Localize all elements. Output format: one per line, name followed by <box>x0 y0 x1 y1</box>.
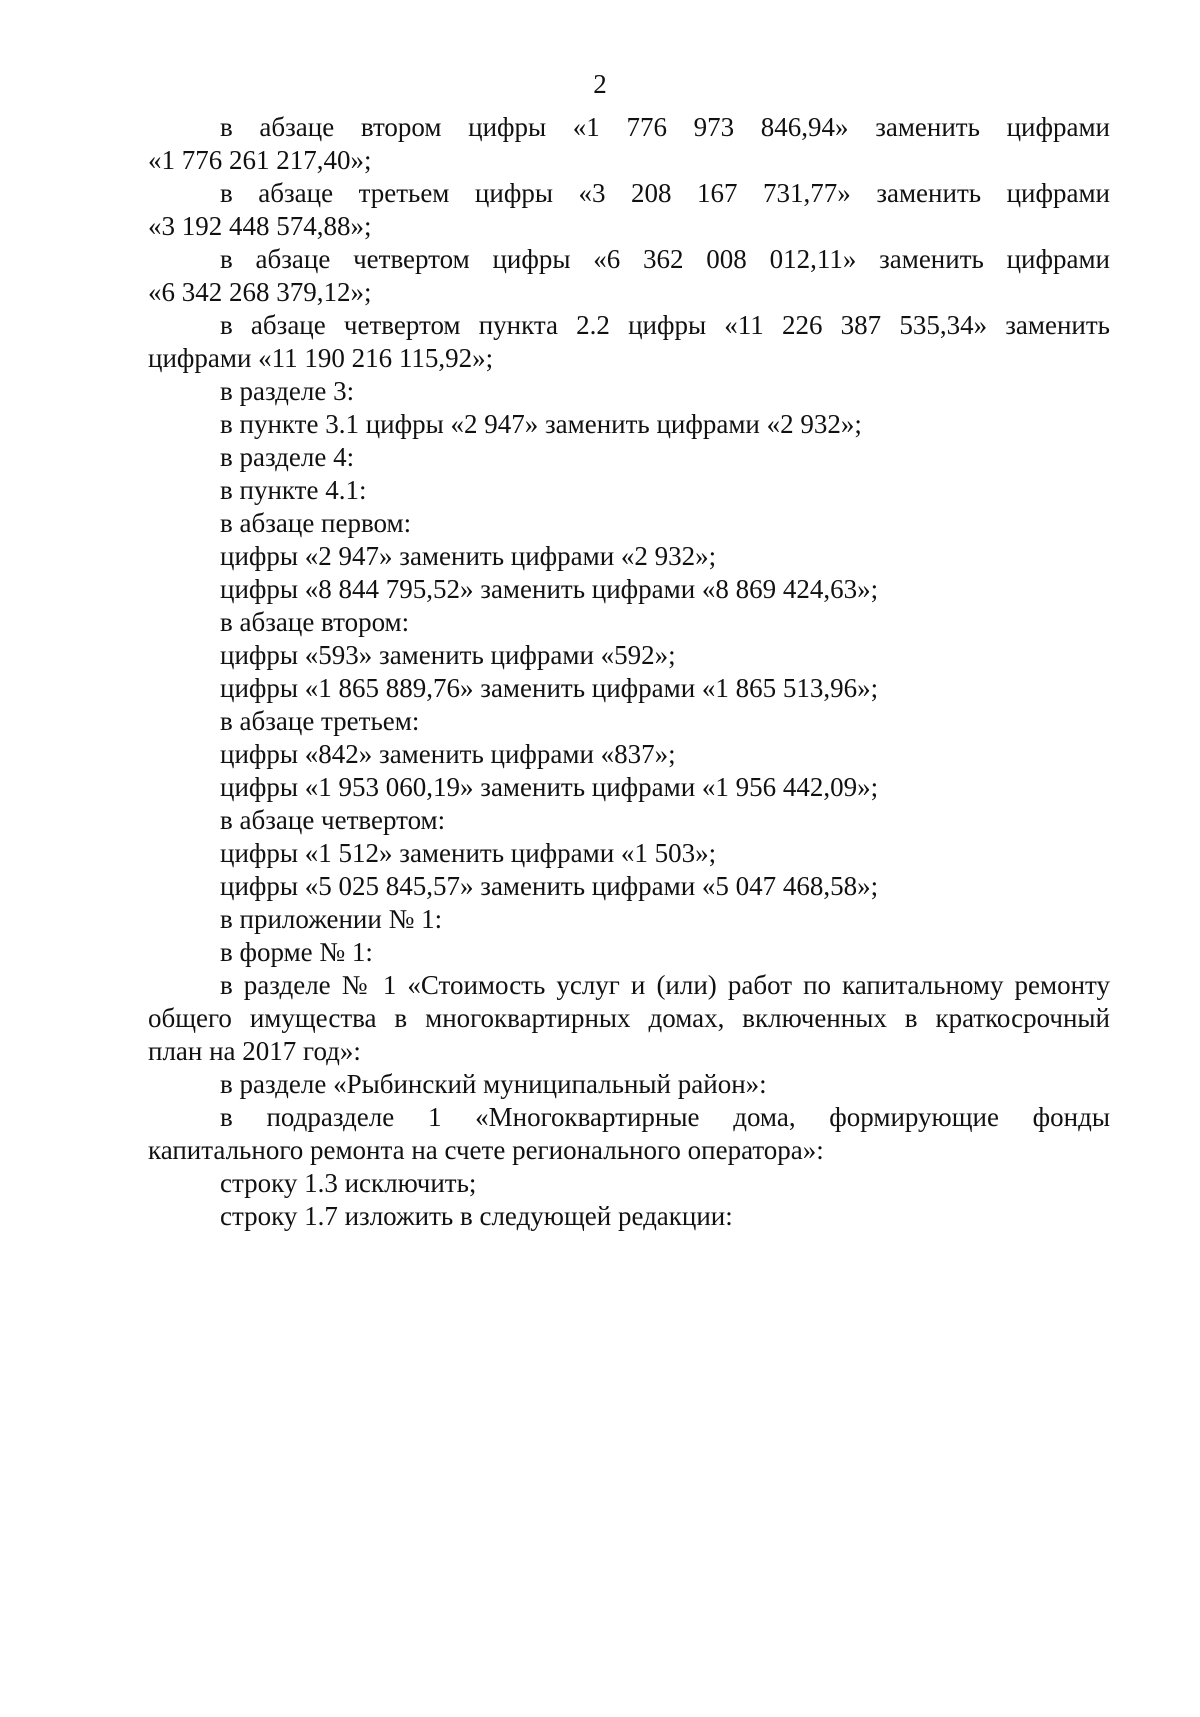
paragraph <box>148 243 1110 309</box>
text-line: в пункте 4.1: <box>220 475 367 505</box>
paragraph <box>148 540 1110 573</box>
text-line: в разделе «Рыбинский муниципальный район»: <box>220 1069 767 1099</box>
paragraph <box>148 1167 1110 1200</box>
paragraph <box>148 1101 1110 1167</box>
paragraph <box>148 309 1110 375</box>
text-line: цифрами «11 190 216 115,92»; <box>148 343 494 373</box>
text-line: цифры «1 512» заменить цифрами «1 503»; <box>220 838 717 868</box>
paragraph <box>148 507 1110 540</box>
paragraph <box>148 474 1110 507</box>
paragraph <box>148 606 1110 639</box>
paragraph <box>148 672 1110 705</box>
text-line: «6 342 268 379,12»; <box>148 277 372 307</box>
text-line: в форме № 1: <box>220 937 373 967</box>
paragraph <box>148 408 1110 441</box>
text-line: общего имущества в многоквартирных домах, включенных в краткосрочный <box>148 1003 1110 1033</box>
paragraph <box>148 870 1110 903</box>
document-body <box>148 111 1110 1233</box>
text-line: капитального ремонта на счете регионального оператора»: <box>148 1135 824 1165</box>
text-line: в приложении № 1: <box>220 904 443 934</box>
text-line: строку 1.7 изложить в следующей редакции: <box>220 1201 733 1231</box>
paragraph <box>148 771 1110 804</box>
text-line: в абзаце четвертом: <box>220 805 446 835</box>
text-line: цифры «1 865 889,76» заменить цифрами «1 865 513,96»; <box>220 673 879 703</box>
text-line: в абзаце четвертом пункта 2.2 цифры «11 226 387 535,34» заменить <box>220 310 1110 340</box>
paragraph <box>148 1068 1110 1101</box>
text-line: строку 1.3 исключить; <box>220 1168 477 1198</box>
text-line: в разделе 3: <box>220 376 355 406</box>
text-line: в абзаце втором: <box>220 607 410 637</box>
paragraph <box>148 837 1110 870</box>
text-line: в разделе № 1 «Стоимость услуг и (или) работ по капитальному ремонту <box>220 970 1110 1000</box>
paragraph <box>148 441 1110 474</box>
text-line: цифры «842» заменить цифрами «837»; <box>220 739 676 769</box>
paragraph <box>148 639 1110 672</box>
paragraph <box>148 804 1110 837</box>
paragraph <box>148 936 1110 969</box>
paragraph <box>148 111 1110 177</box>
text-line: «1 776 261 217,40»; <box>148 145 372 175</box>
text-line: цифры «1 953 060,19» заменить цифрами «1 956 442,09»; <box>220 772 879 802</box>
text-line: в подразделе 1 «Многоквартирные дома, формирующие фонды <box>220 1102 1110 1132</box>
text-line: «3 192 448 574,88»; <box>148 211 372 241</box>
text-line: цифры «593» заменить цифрами «592»; <box>220 640 676 670</box>
text-line: в абзаце третьем: <box>220 706 420 736</box>
paragraph <box>148 177 1110 243</box>
paragraph <box>148 903 1110 936</box>
text-line: в абзаце первом: <box>220 508 412 538</box>
paragraph <box>148 375 1110 408</box>
text-line: в абзаце втором цифры «1 776 973 846,94» заменить цифрами <box>220 112 1110 142</box>
text-line: цифры «8 844 795,52» заменить цифрами «8 869 424,63»; <box>220 574 879 604</box>
text-line: план на 2017 год»: <box>148 1036 361 1066</box>
paragraph <box>148 1200 1110 1233</box>
paragraph <box>148 738 1110 771</box>
text-line: в разделе 4: <box>220 442 355 472</box>
text-line: в пункте 3.1 цифры «2 947» заменить цифрами «2 932»; <box>220 409 862 439</box>
text-line: в абзаце четвертом цифры «6 362 008 012,11» заменить цифрами <box>220 244 1110 274</box>
paragraph <box>148 705 1110 738</box>
text-line: цифры «2 947» заменить цифрами «2 932»; <box>220 541 717 571</box>
page-number: 2 <box>593 69 607 99</box>
paragraph <box>148 969 1110 1068</box>
paragraph <box>148 573 1110 606</box>
text-line: цифры «5 025 845,57» заменить цифрами «5 047 468,58»; <box>220 871 879 901</box>
text-line: в абзаце третьем цифры «3 208 167 731,77» заменить цифрами <box>220 178 1110 208</box>
